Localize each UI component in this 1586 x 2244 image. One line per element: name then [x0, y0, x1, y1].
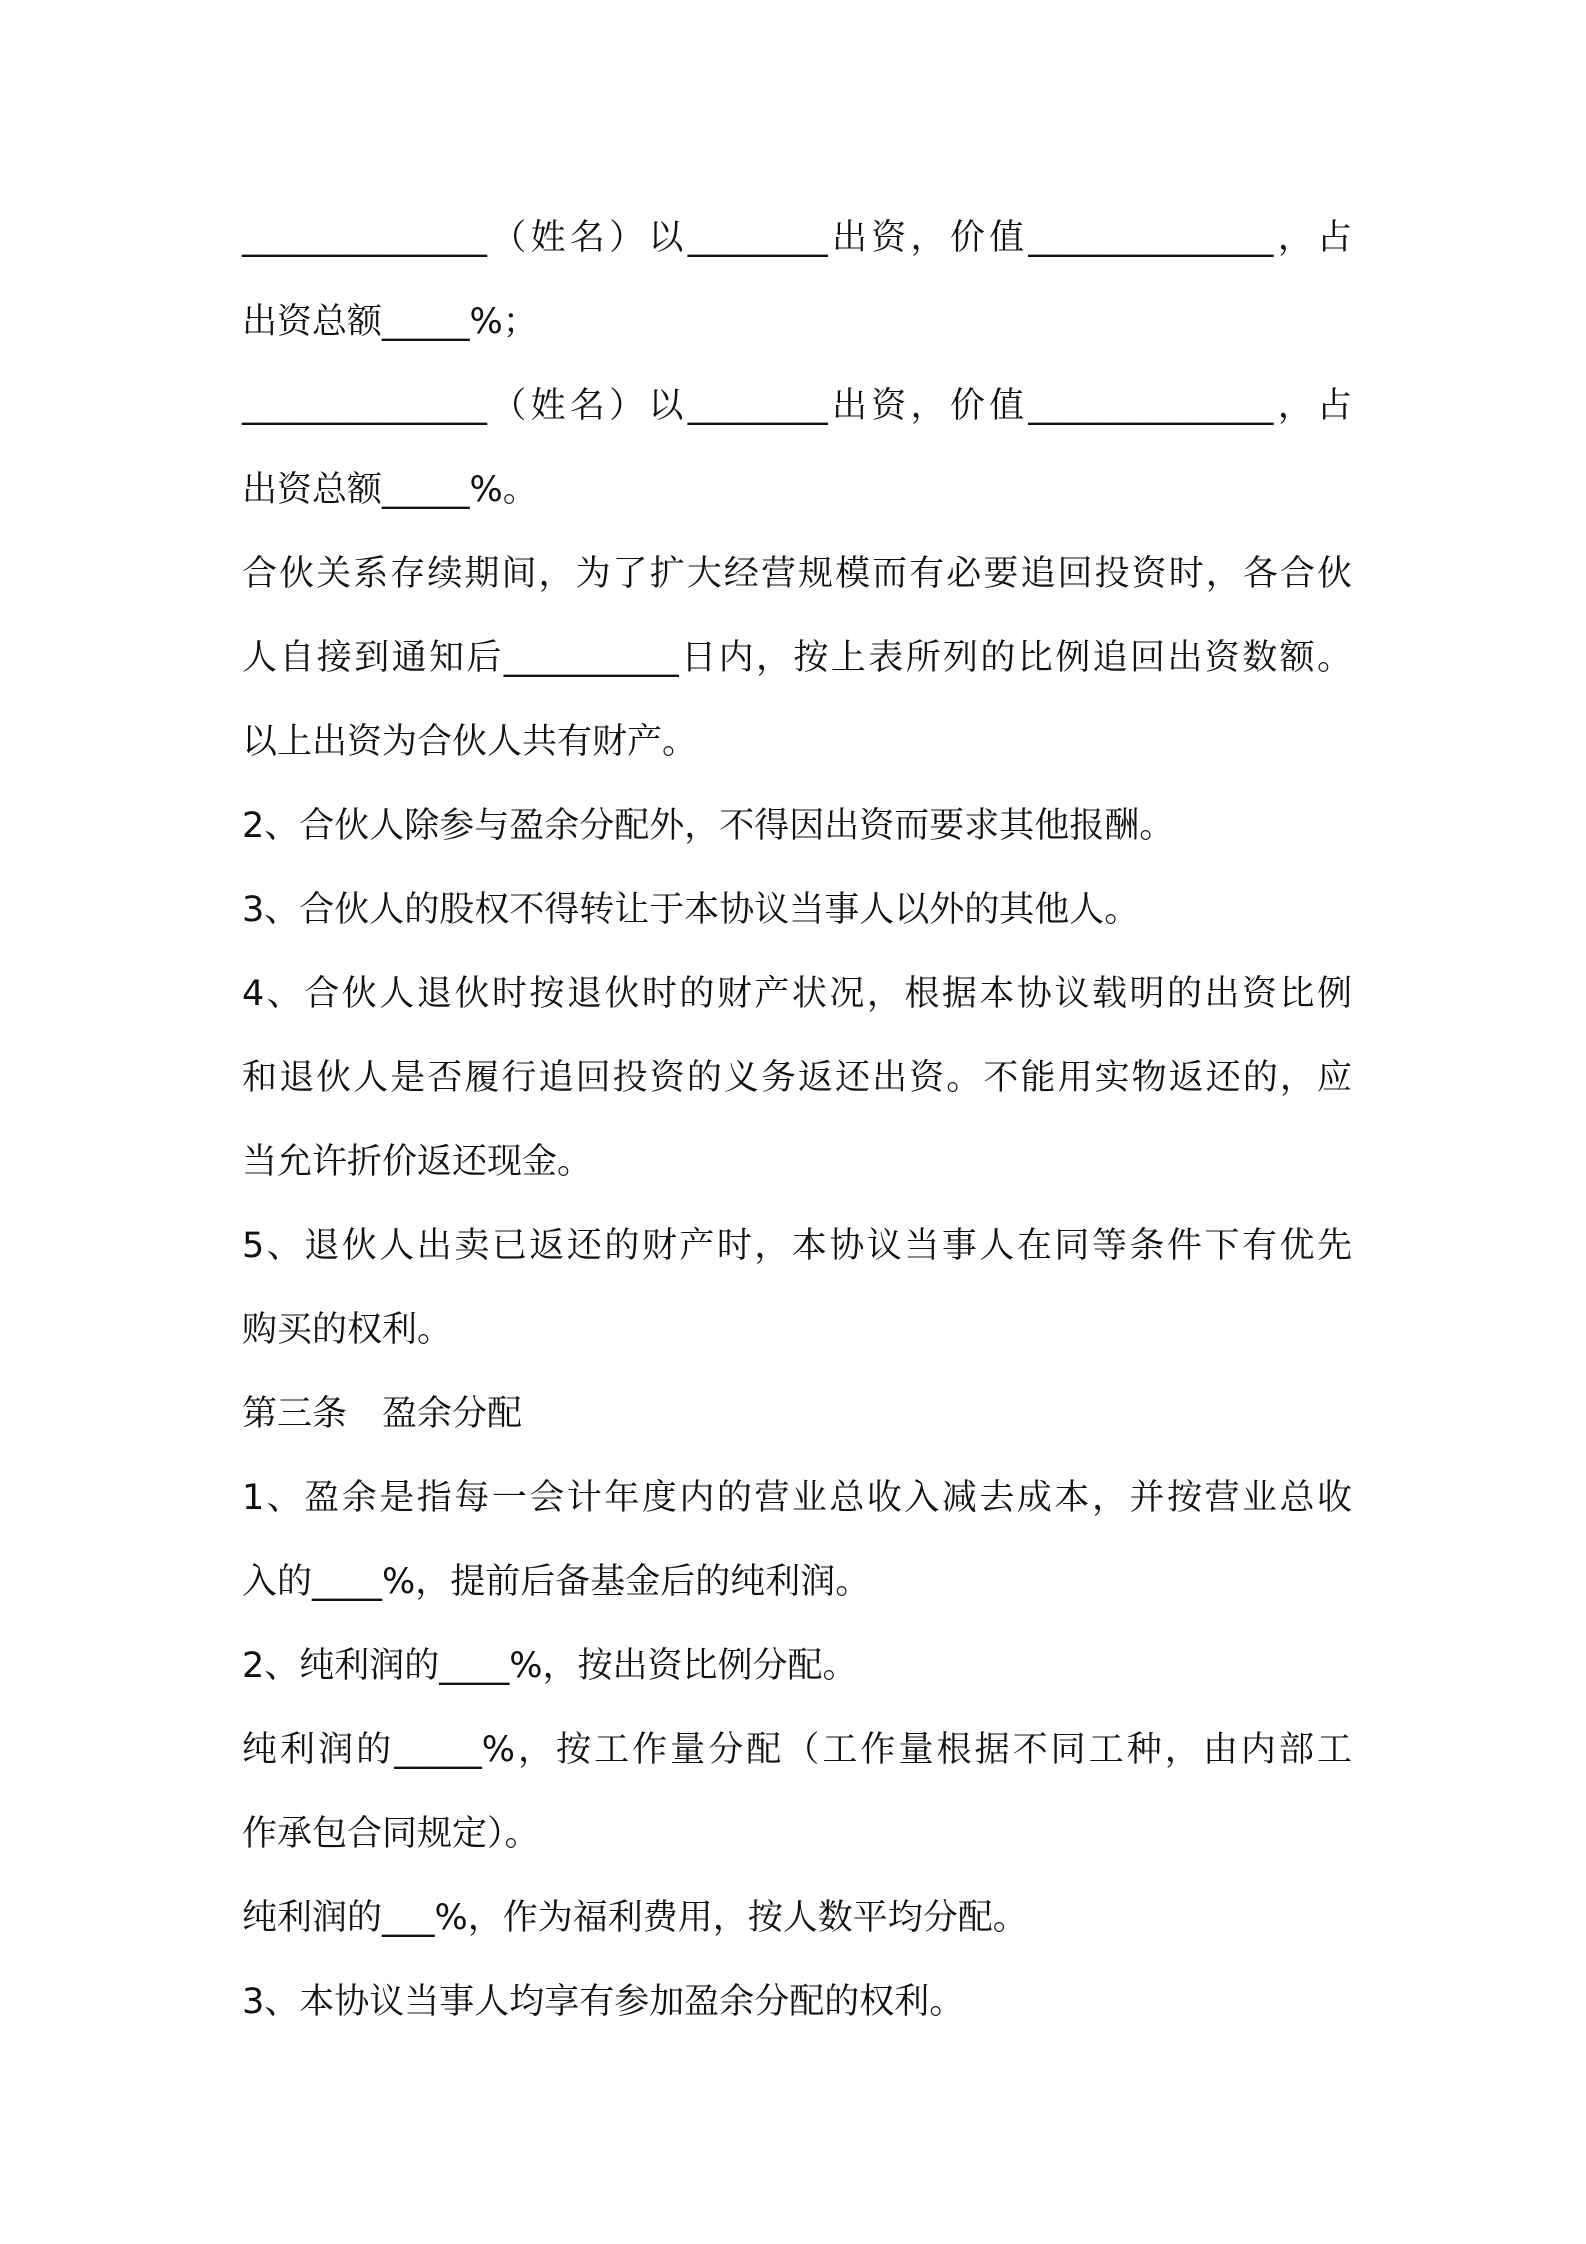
- section-heading: 第三条 盈余分配: [242, 1394, 523, 1434]
- text-line: 纯利润的_____%，按工作量分配（工作量根据不同工种，由内部工: [242, 1730, 1352, 1770]
- text-line: 2、纯利润的____%，按出资比例分配。: [242, 1646, 858, 1686]
- text-line: 出资总额_____%；: [242, 302, 538, 342]
- text-line: ______________（姓名）以________出资，价值______________，占: [242, 386, 1352, 426]
- text-line: 当允许折价返还现金。: [242, 1142, 593, 1182]
- text-line: 作承包合同规定）。: [242, 1814, 540, 1854]
- text-line: 入的____%，提前后备基金后的纯利润。: [242, 1562, 871, 1602]
- text-line: 和退伙人是否履行追回投资的义务返还出资。不能用实物返还的，应: [242, 1058, 1352, 1098]
- text-line: 1、盈余是指每一会计年度内的营业总收入减去成本，并按营业总收: [242, 1478, 1352, 1518]
- text-line: 购买的权利。: [242, 1310, 453, 1350]
- text-line: 3、合伙人的股权不得转让于本协议当事人以外的其他人。: [242, 890, 1140, 930]
- text-line: 2、合伙人除参与盈余分配外，不得因出资而要求其他报酬。: [242, 806, 1175, 846]
- text-line: 纯利润的___%，作为福利费用，按人数平均分配。: [242, 1898, 1028, 1938]
- text-line: 人自接到通知后__________日内，按上表所列的比例追回出资数额。: [242, 638, 1352, 678]
- text-line: 以上出资为合伙人共有财产。: [242, 722, 698, 762]
- text-line: 合伙关系存续期间，为了扩大经营规模而有必要追回投资时，各合伙: [242, 554, 1352, 594]
- document-body: [242, 196, 1352, 2044]
- text-line: 出资总额_____%。: [242, 470, 538, 510]
- text-line: ______________（姓名）以________出资，价值______________，占: [242, 218, 1352, 258]
- text-line: 4、合伙人退伙时按退伙时的财产状况，根据本协议载明的出资比例: [242, 974, 1352, 1014]
- text-line: 5、退伙人出卖已返还的财产时，本协议当事人在同等条件下有优先: [242, 1226, 1352, 1266]
- text-line: 3、本协议当事人均享有参加盈余分配的权利。: [242, 1982, 965, 2022]
